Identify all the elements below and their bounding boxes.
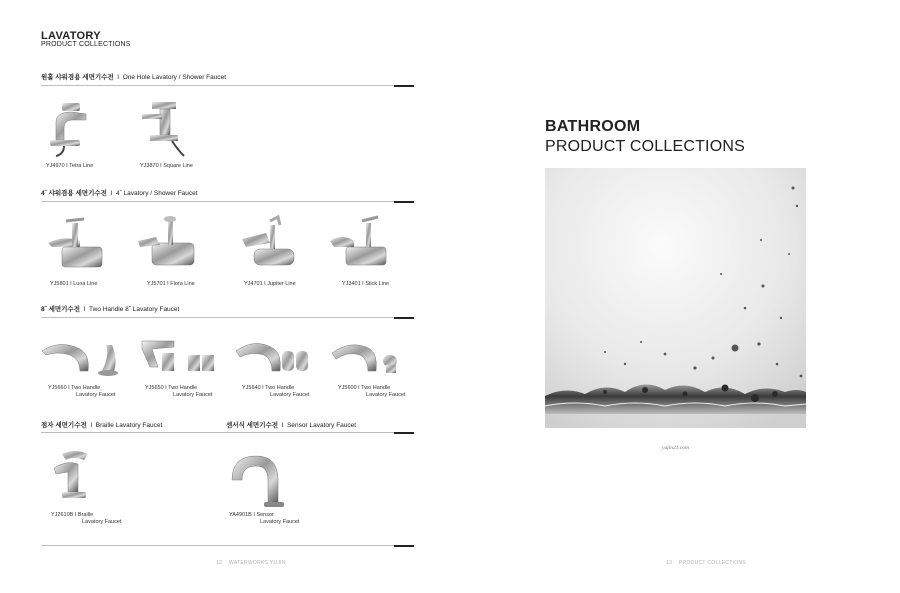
product-caption: YJ3401 I Stick Line — [342, 281, 390, 287]
section-divider-accent — [394, 201, 414, 203]
section-divider-accent — [394, 317, 414, 319]
left-page-footer: 12 WATERWORKS YUJIN — [216, 560, 286, 566]
product-caption: YJ5650 I Two Handle Lavatory Faucet — [145, 385, 213, 398]
faucet-image-yj3401 — [328, 215, 390, 277]
right-page-subtitle: PRODUCT COLLECTIONS — [545, 138, 745, 155]
faucet-image-yj5650 — [138, 337, 224, 381]
section-divider — [41, 432, 394, 433]
faucet-image-yj5801 — [44, 215, 106, 277]
product-caption: YJ5660 I Two Handle Lavatory Faucet — [48, 385, 116, 398]
section-divider — [41, 317, 394, 318]
page-number: 12 — [216, 560, 223, 566]
faucet-image-yj5660 — [40, 337, 126, 381]
water-splash-photo — [545, 168, 806, 428]
product-caption: YJ3870 I Square Line — [140, 163, 193, 169]
website-url: yujin21.com — [661, 445, 690, 451]
faucet-image-yj2610b — [48, 448, 100, 506]
product-caption: YJ5701 I Flora Line — [147, 281, 195, 287]
faucet-image-yj4970 — [42, 98, 97, 160]
section-divider-accent — [394, 545, 414, 547]
product-caption: YJ5801 I Luna Line — [50, 281, 98, 287]
page-title: LAVATORY — [41, 30, 101, 42]
section-divider-accent — [394, 432, 414, 434]
product-caption: YJ4701 I Jupiter Line — [244, 281, 296, 287]
section-heading-braille: 점자 세면기수전 I Braille Lavatory Faucet — [41, 422, 163, 429]
section-divider-accent — [394, 85, 414, 87]
faucet-image-yj4701 — [240, 215, 302, 277]
product-caption: YJ2610B I Braille Lavatory Faucet — [51, 512, 122, 525]
right-page-footer: 13 PRODUCT COLLECTIONS — [666, 560, 746, 566]
page-number: 13 — [666, 560, 673, 566]
right-page-title: BATHROOM — [545, 118, 641, 135]
product-caption: YJ5600 I Two Handle Lavatory Faucet — [338, 385, 406, 398]
faucet-image-yj5640 — [234, 337, 320, 381]
product-caption: YA4901B I Sensor Lavatory Faucet — [229, 512, 300, 525]
faucet-image-ya4901b — [226, 450, 290, 510]
faucet-image-yj3870 — [136, 98, 191, 160]
product-caption: YJ5640 I Two Handle Lavatory Faucet — [242, 385, 310, 398]
product-caption: YJ4970 I Tetra Line — [46, 163, 94, 169]
section-heading-sensor: 센서식 세면기수전 I Sensor Lavatory Faucet — [226, 422, 357, 429]
section-heading-4-inch: 4˝ 샤워겸용 세면기수전 I 4˝ Lavatory / Shower Faucet — [41, 190, 198, 197]
section-heading-8-inch: 8˝ 세면기수전 I Two Handle 8˝ Lavatory Faucet — [41, 306, 180, 313]
section-heading-one-hole: 원홀 샤워겸용 세면기수전 I One Hole Lavatory / Shower Faucet — [41, 74, 227, 81]
section-divider — [41, 545, 394, 546]
page-subtitle: PRODUCT COLLECTIONS — [41, 41, 131, 48]
section-divider — [41, 85, 394, 86]
faucet-image-yj5701 — [136, 215, 198, 277]
section-divider — [41, 201, 394, 202]
faucet-image-yj5600 — [330, 337, 416, 381]
